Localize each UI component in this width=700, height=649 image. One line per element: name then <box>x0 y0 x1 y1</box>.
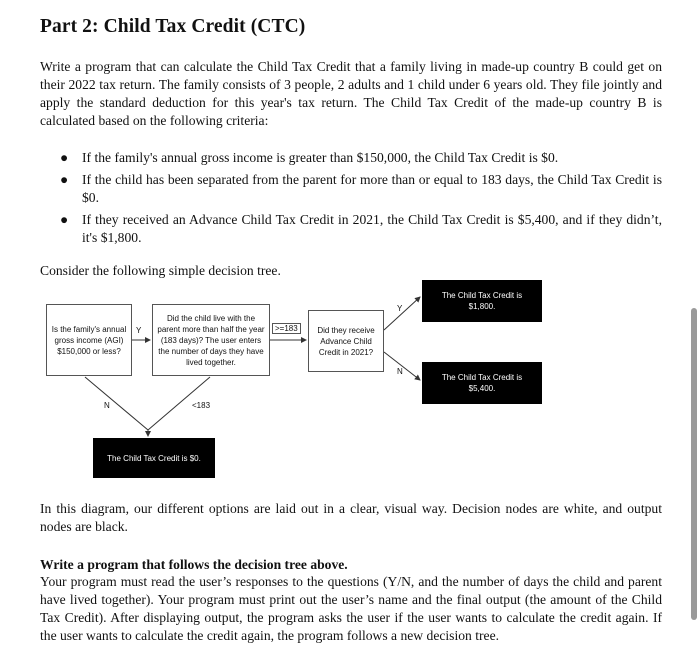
task-body: Your program must read the user’s responses to the questions (Y/N, and the number of days the child and parent have lived together). Your program must print out the user’s name and the final output (the amount of the Child Tax Credit). After displaying output, the program asks the user if the user wants to calculate the credit again. If the user wants to calculate the credit again, the program follows a new decision tree. <box>40 574 662 643</box>
edge-label-y: Y <box>136 326 142 335</box>
edge-label-y: Y <box>397 304 403 313</box>
edge-label-lt183: <183 <box>192 401 211 410</box>
list-item <box>60 211 662 247</box>
criteria-text: If the family's annual gross income is greater than $150,000, the Child Tax Credit is $0. <box>82 150 559 165</box>
edge-label-n: N <box>104 401 110 410</box>
output-node-zero: The Child Tax Credit is $0. <box>93 438 215 478</box>
page-title: Part 2: Child Tax Credit (CTC) <box>40 16 306 37</box>
edge-income-no <box>85 377 148 430</box>
intro-paragraph: Write a program that can calculate the Child Tax Credit that a family living in made-up country B could get on their 2022 tax return. The family consists of 3 people, 2 adults and 1 child under 6 years old. They file jointly and apply the standard deduction for this year's tax return. The Child Tax Credit of the made-up country B is calculated based on the following criteria: <box>40 59 662 128</box>
output-node-5400: The Child Tax Credit is $5,400. <box>422 362 542 404</box>
decision-node-days: Did the child live with the parent more than half the year (183 days)? The user enters the number of days they have lived together. <box>152 304 270 376</box>
consider-text: Consider the following simple decision tree. <box>40 263 281 278</box>
decision-node-advance: Did they receive Advance Child Credit in 2021? <box>308 310 384 372</box>
task-heading-text: Write a program that follows the decision tree above. <box>40 557 348 572</box>
bullet-icon: ● <box>60 212 69 227</box>
list-item <box>60 171 662 207</box>
task-heading <box>40 556 662 574</box>
vertical-scrollbar[interactable] <box>691 308 697 620</box>
edge-label-ge183: >=183 <box>272 323 301 334</box>
edge-label-n: N <box>397 367 403 376</box>
decision-node-income: Is the family's annual gross income (AGI) $150,000 or less? <box>46 304 132 376</box>
edge-advance-yes <box>384 297 420 330</box>
diagram-note: In this diagram, our different options are laid out in a clear, visual way. Decision nodes are white, and output nodes are black. <box>40 501 662 534</box>
output-node-1800: The Child Tax Credit is $1,800. <box>422 280 542 322</box>
decision-tree-diagram <box>40 280 620 490</box>
list-item <box>60 149 662 167</box>
criteria-text: If they received an Advance Child Tax Credit in 2021, the Child Tax Credit is $5,400, and if they didn’t, it's $1,800. <box>82 212 662 245</box>
criteria-text: If the child has been separated from the parent for more than or equal to 183 days, the Child Tax Credit is $0. <box>82 172 662 205</box>
bullet-icon: ● <box>60 150 69 165</box>
criteria-list <box>60 149 662 251</box>
bullet-icon: ● <box>60 172 69 187</box>
